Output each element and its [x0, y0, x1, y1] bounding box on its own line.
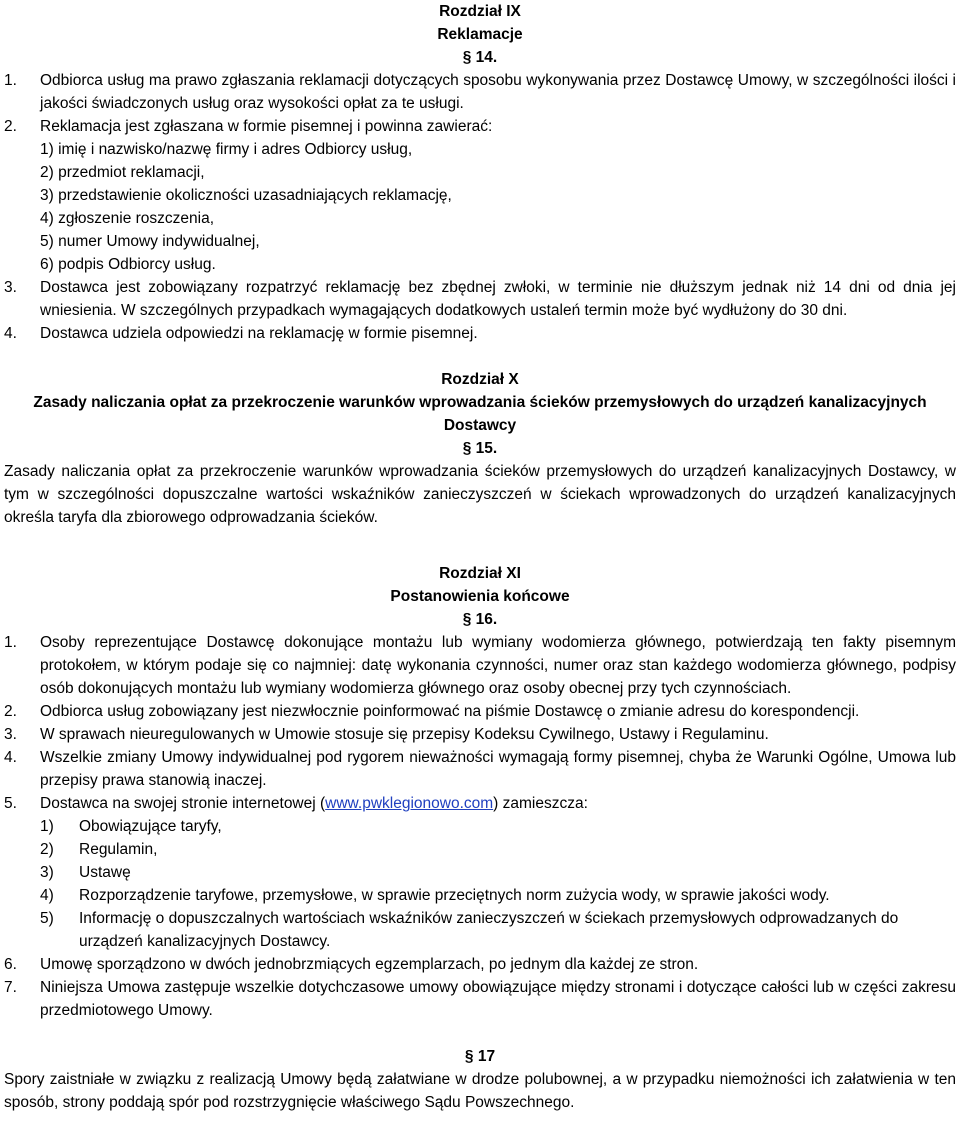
list-item: 2) przedmiot reklamacji, — [40, 164, 205, 181]
item-number: 4. — [4, 749, 17, 766]
item-number: 2. — [4, 703, 17, 720]
paragraph-17-heading: § 17 — [464, 1048, 496, 1065]
ch11-item-3 — [4, 723, 956, 746]
spacer — [4, 552, 956, 562]
ch11-item-4 — [4, 746, 956, 792]
item-text: Regulamin, — [79, 841, 158, 858]
list-item: 3) przedstawienie okoliczności uzasadniających reklamację, — [40, 187, 452, 204]
ch11-item-6 — [4, 953, 956, 976]
paragraph-14-heading: § 14. — [462, 49, 498, 66]
paragraph-17-text: Spory zaistniałe w związku z realizacją Umowy będą załatwiane w drodze polubownej, a w przypadku niemożności ich załatwienia w ten sposób, strony poddają spór pod rozstrzygnięcie właściwego Sądu Powszechnego. — [4, 1071, 956, 1111]
spacer — [4, 345, 956, 368]
item-text: Dostawca jest zobowiązany rozpatrzyć reklamację bez zbędnej zwłoki, w terminie nie dłuższym jednak niż 14 dni od dnia jej wniesienia. W szczególnych przypadkach wymagających dodatkowych ustaleń termin może być wydłużony do 30 dni. — [40, 279, 956, 319]
chapter-9-subtitle: Reklamacje — [437, 26, 523, 43]
item-text: Umowę sporządzono w dwóch jednobrzmiących egzemplarzach, po jednym dla każdej ze stron. — [40, 956, 699, 973]
paragraph-15-text: Zasady naliczania opłat za przekroczenie warunków wprowadzania ścieków przemysłowych do urządzeń kanalizacyjnych Dostawcy, w tym w szczególności dopuszczalne wartości wskaźników zanieczyszczeń w ściekach wprowadzonych do urządzeń kanalizacyjnych określa taryfa dla zbiorowego odprowadzania ścieków. — [4, 463, 956, 526]
item-number: 4) — [40, 887, 54, 904]
chapter-11-subtitle: Postanowienia końcowe — [390, 588, 570, 605]
paragraph-15-heading: § 15. — [462, 440, 498, 457]
item-number: 1. — [4, 72, 17, 89]
item-number: 5. — [4, 795, 17, 812]
ch11-item5-sub-1 — [4, 815, 956, 838]
item-text: W sprawach nieuregulowanych w Umowie stosuje się przepisy Kodeksu Cywilnego, Ustawy i Regulaminu. — [40, 726, 769, 743]
item-text: Niniejsza Umowa zastępuje wszelkie dotychczasowe umowy obowiązujące między stronami i dotyczące całości lub w części zakresu przedmiotowego Umowy. — [40, 979, 956, 1019]
item-number: 3. — [4, 726, 17, 743]
item-text-after: ) zamieszcza: — [493, 795, 588, 812]
item-text: Odbiorca usług ma prawo zgłaszania reklamacji dotyczących sposobu wykonywania przez Dostawcę Umowy, w szczególności ilości i jakości świadczonych usług oraz wysokości opłat za te usługi. — [40, 72, 956, 112]
item-number: 6. — [4, 956, 17, 973]
ch9-item-2 — [4, 115, 956, 138]
ch11-item5-sub-3 — [4, 861, 956, 884]
item-number: 5) — [40, 910, 54, 927]
list-item: 4) zgłoszenie roszczenia, — [40, 210, 215, 227]
spacer — [4, 1022, 956, 1045]
ch9-item-3 — [4, 276, 956, 322]
item-number: 2) — [40, 841, 54, 858]
spacer — [4, 529, 956, 552]
item-text: Osoby reprezentujące Dostawcę dokonujące montażu lub wymiany wodomierza głównego, potwierdzają ten fakty pisemnym protokołem, w którym podaje się co najmniej: datę wykonania czynności, numer oraz stan każdego wodomierza głównego, podpisy osób dokonujących montażu lub wymiany wodomierza głównego oraz osoby obecnej przy tych czynnościach. — [40, 634, 956, 697]
paragraph-16-heading: § 16. — [462, 611, 498, 628]
item-number: 2. — [4, 118, 17, 135]
ch11-item5-sub-5 — [4, 907, 956, 953]
item-text: Wszelkie zmiany Umowy indywidualnej pod rygorem nieważności wymagają formy pisemnej, chyba że Warunki Ogólne, Umowa lub przepisy prawa stanowią inaczej. — [40, 749, 956, 789]
item-text: Ustawę — [79, 864, 131, 881]
item-number: 3) — [40, 864, 54, 881]
item-number: 4. — [4, 325, 17, 342]
ch11-item-2 — [4, 700, 956, 723]
item-number: 7. — [4, 979, 17, 996]
item-text: Odbiorca usług zobowiązany jest niezwłocznie poinformować na piśmie Dostawcę o zmianie adresu do korespondencji. — [40, 703, 860, 720]
ch11-item5-sub-2 — [4, 838, 956, 861]
item-number: 1) — [40, 818, 54, 835]
item-number: 3. — [4, 279, 17, 296]
item-text: Reklamacja jest zgłaszana w formie pisemnej i powinna zawierać: — [40, 118, 493, 135]
ch9-item-4 — [4, 322, 956, 345]
item-text: Dostawca udziela odpowiedzi na reklamację w formie pisemnej. — [40, 325, 478, 342]
item-text: Informację o dopuszczalnych wartościach wskaźników zanieczyszczeń w ściekach przemysłowych odprowadzanych do urządzeń kanalizacyjnych Dostawcy. — [79, 910, 899, 950]
ch11-item-5 — [4, 792, 956, 815]
ch9-sublist — [4, 138, 956, 276]
item-text-before: Dostawca na swojej stronie internetowej ( — [40, 795, 326, 812]
list-item: 1) imię i nazwisko/nazwę firmy i adres Odbiorcy usług, — [40, 141, 413, 158]
chapter-10-title: Rozdział X — [441, 371, 519, 388]
website-link[interactable]: www.pwklegionowo.com — [325, 795, 494, 812]
item-text: Rozporządzenie taryfowe, przemysłowe, w sprawie przeciętnych norm zużycia wody, w sprawie jakości wody. — [79, 887, 830, 904]
ch11-item-1 — [4, 631, 956, 700]
ch11-item-7 — [4, 976, 956, 1022]
list-item: 6) podpis Odbiorcy usług. — [40, 256, 216, 273]
chapter-9-title: Rozdział IX — [439, 3, 521, 20]
item-text: Obowiązujące taryfy, — [79, 818, 222, 835]
item-number: 1. — [4, 634, 17, 651]
ch11-item5-sub-4 — [4, 884, 956, 907]
ch9-item-1 — [4, 69, 956, 115]
chapter-10-subtitle: Zasady naliczania opłat za przekroczenie warunków wprowadzania ścieków przemysłowych do urządzeń kanalizacyjnych Dostawcy — [33, 394, 927, 434]
list-item: 5) numer Umowy indywidualnej, — [40, 233, 260, 250]
chapter-11-title: Rozdział XI — [439, 565, 521, 582]
